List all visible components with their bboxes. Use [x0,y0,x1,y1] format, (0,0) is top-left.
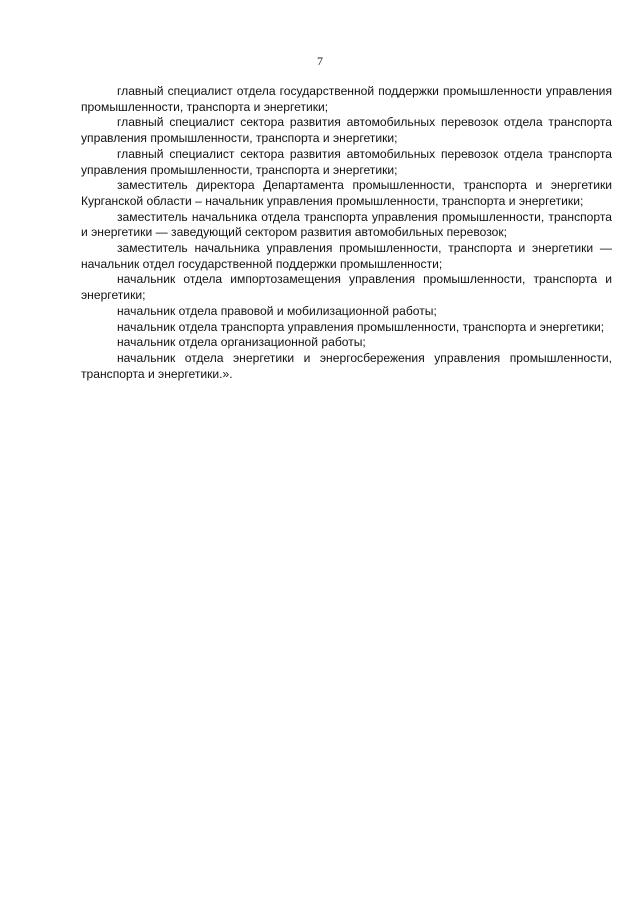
list-item: начальник отдела транспорта управления промышленности, транспорта и энергетики; [117,319,605,334]
list-item: начальник отдела правовой и мобилизационной работы; [117,303,437,318]
list-item: главный специалист сектора развития автомобильных перевозок отдела транспорта управления промышленности, транспорта и энергетики; [81,146,612,177]
list-item: главный специалист сектора развития автомобильных перевозок отдела транспорта управления промышленности, транспорта и энергетики; [81,115,612,146]
list-item: заместитель начальника отдела транспорта управления промышленности, транспорта и энергетики — заведующий сектором развития автомобильных перевозок; [81,209,612,240]
list-item: главный специалист отдела государственной поддержки промышленности управления промышленности, транспорта и энергетики; [81,84,612,114]
list-item: заместитель директора Департамента промышленности, транспорта и энергетики Курганской области – начальник управления промышленности, транспорта и энергетики; [81,178,612,208]
list-item: начальник отдела энергетики и энергосбережения управления промышленности, транспорта и энергетики.». [81,350,612,381]
list-item: заместитель начальника управления промышленности, транспорта и энергетики — начальник отдел государственной поддержки промышленности; [81,241,612,271]
position-list [81,84,612,382]
list-item: начальник отдела организационной работы; [117,335,366,350]
page-number: 7 [317,54,323,68]
list-item: начальник отдела импортозамещения управления промышленности, транспорта и энергетики; [81,272,612,303]
